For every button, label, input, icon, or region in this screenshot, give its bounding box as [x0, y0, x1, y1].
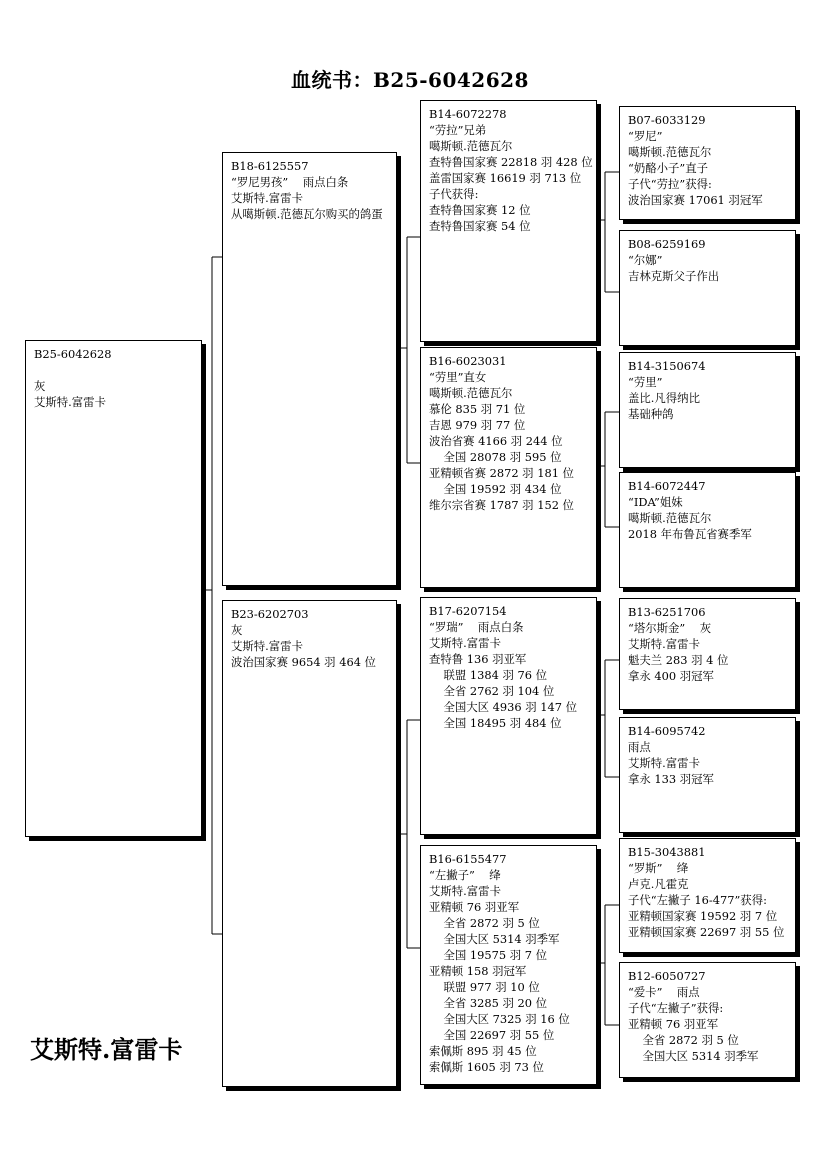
- box-line: 查特鲁 136 羽亚军: [429, 652, 527, 666]
- box-line: 亚精顿国家赛 19592 羽 7 位: [628, 909, 778, 923]
- box-line: 波治国家赛 17061 羽冠军: [628, 193, 763, 207]
- connector-sire-dam: [597, 412, 619, 527]
- box-line: 亚精顿省赛 2872 羽 181 位: [429, 466, 574, 480]
- ancestor-box-8: [619, 962, 796, 1078]
- box-line: 全国大区 5314 羽季军: [628, 1049, 759, 1063]
- ancestor-box-1: [619, 106, 796, 220]
- box-line: [34, 362, 193, 378]
- box-line: B15-3043881: [628, 845, 706, 859]
- sire-box: [222, 152, 397, 586]
- box-line: B13-6251706: [628, 605, 706, 619]
- box-line: “罗尼男孩” 雨点白条: [231, 175, 349, 189]
- box-line: 全国大区 7325 羽 16 位: [429, 1012, 570, 1026]
- ancestor-box-3: [619, 352, 796, 468]
- footer-owner-name: 艾斯特.富雷卡: [30, 1035, 183, 1064]
- box-line: 拿永 133 羽冠军: [628, 772, 714, 786]
- box-line: 雨点: [628, 740, 651, 754]
- box-line: 全省 2872 羽 5 位: [429, 916, 540, 930]
- box-line: 子代“劳拉”获得:: [628, 177, 712, 191]
- box-line: 灰: [231, 623, 243, 637]
- ancestor-box-7: [619, 838, 796, 953]
- box-line: 艾斯特.富雷卡: [231, 191, 303, 205]
- dam-sire-box: [420, 597, 597, 835]
- box-line: 全国大区 5314 羽季军: [429, 932, 560, 946]
- box-line: 全国 18495 羽 484 位: [429, 716, 562, 730]
- sire-sire-box: [420, 100, 597, 342]
- box-line: “塔尔斯金” 灰: [628, 621, 712, 635]
- box-line: 索佩斯 1605 羽 73 位: [429, 1060, 544, 1074]
- connector-sire: [397, 237, 420, 463]
- box-line: “罗尼”: [628, 129, 663, 143]
- box-line: B07-6033129: [628, 113, 706, 127]
- box-line: 艾斯特.富雷卡: [429, 636, 501, 650]
- box-line: 2018 年布鲁瓦省赛季军: [628, 527, 752, 541]
- box-line: 全省 2762 羽 104 位: [429, 684, 555, 698]
- box-line: 吉恩 979 羽 77 位: [429, 418, 526, 432]
- box-line: 联盟 1384 羽 76 位: [429, 668, 548, 682]
- box-line: 波治国家赛 9654 羽 464 位: [231, 655, 376, 669]
- box-line: 联盟 977 羽 10 位: [429, 980, 540, 994]
- connector-dam-dam: [597, 905, 619, 1025]
- box-line: B18-6125557: [231, 159, 309, 173]
- box-line: 卢克.凡霍克: [628, 877, 689, 891]
- box-line: “奶酪小子”直子: [628, 161, 708, 175]
- box-line: B16-6023031: [429, 354, 507, 368]
- box-line: 亚精顿 76 羽亚军: [429, 900, 520, 914]
- connector-sire-sire: [597, 172, 619, 292]
- box-line: 噶斯顿.范德瓦尔: [628, 145, 712, 159]
- box-line: 查特鲁国家赛 22818 羽 428 位: [429, 155, 593, 169]
- box-line: 艾斯特.富雷卡: [628, 637, 700, 651]
- sire-dam-box: [420, 347, 597, 588]
- box-line: “爱卡” 雨点: [628, 985, 700, 999]
- box-line: B14-6072278: [429, 107, 507, 121]
- box-line: 噶斯顿.范德瓦尔: [429, 139, 513, 153]
- box-line: 全国 19575 羽 7 位: [429, 948, 548, 962]
- box-line: 噶斯顿.范德瓦尔: [429, 386, 513, 400]
- box-line: 亚精顿 158 羽冠军: [429, 964, 527, 978]
- box-line: 子代获得:: [429, 187, 479, 201]
- box-line: B14-6095742: [628, 724, 706, 738]
- connector-dam: [397, 720, 420, 948]
- box-line: “罗瑞” 雨点白条: [429, 620, 524, 634]
- box-line: 查特鲁国家赛 12 位: [429, 203, 531, 217]
- dam-box: [222, 600, 397, 1087]
- box-line: 波治省赛 4166 羽 244 位: [429, 434, 563, 448]
- box-line: 索佩斯 895 羽 45 位: [429, 1044, 537, 1058]
- box-line: B14-3150674: [628, 359, 706, 373]
- box-line: 亚精顿 76 羽亚军: [628, 1017, 719, 1031]
- box-line: 灰: [34, 379, 46, 393]
- box-line: 慕伦 835 羽 71 位: [429, 402, 526, 416]
- box-line: “罗斯” 绛: [628, 861, 689, 875]
- box-line: 全省 3285 羽 20 位: [429, 996, 548, 1010]
- ancestor-box-4: [619, 472, 796, 588]
- box-line: B16-6155477: [429, 852, 507, 866]
- ancestor-box-5: [619, 598, 796, 710]
- box-line: “劳拉”兄弟: [429, 123, 487, 137]
- box-line: “左撇子” 绛: [429, 868, 501, 882]
- box-line: 全国 28078 羽 595 位: [429, 450, 562, 464]
- ancestor-box-2: [619, 230, 796, 346]
- box-line: 维尔宗省赛 1787 羽 152 位: [429, 498, 574, 512]
- box-line: 从噶斯顿.范德瓦尔购买的鸽蛋: [231, 207, 383, 221]
- box-line: 艾斯特.富雷卡: [429, 884, 501, 898]
- subject-box: [25, 340, 202, 837]
- box-line: 亚精顿国家赛 22697 羽 55 位: [628, 925, 785, 939]
- box-line: B08-6259169: [628, 237, 706, 251]
- box-line: 查特鲁国家赛 54 位: [429, 219, 531, 233]
- box-line: “劳里”: [628, 375, 663, 389]
- box-line: B12-6050727: [628, 969, 706, 983]
- box-line: 全省 2872 羽 5 位: [628, 1033, 739, 1047]
- box-line: 艾斯特.富雷卡: [231, 639, 303, 653]
- box-line: B14-6072447: [628, 479, 706, 493]
- box-line: 拿永 400 羽冠军: [628, 669, 714, 683]
- box-line: 艾斯特.富雷卡: [628, 756, 700, 770]
- box-line: 魁夫兰 283 羽 4 位: [628, 653, 729, 667]
- page-title: 血统书：B25-6042628: [291, 68, 529, 92]
- box-line: B17-6207154: [429, 604, 507, 618]
- box-line: 全国 22697 羽 55 位: [429, 1028, 555, 1042]
- box-line: 全国 19592 羽 434 位: [429, 482, 562, 496]
- ancestor-box-6: [619, 717, 796, 833]
- box-line: 艾斯特.富雷卡: [34, 395, 106, 409]
- box-line: 噶斯顿.范德瓦尔: [628, 511, 712, 525]
- box-line: B23-6202703: [231, 607, 309, 621]
- connector-dam-sire: [597, 660, 619, 777]
- box-line: B25-6042628: [34, 347, 112, 361]
- box-line: 盖雷国家赛 16619 羽 713 位: [429, 171, 582, 185]
- connector-subject: [202, 257, 222, 934]
- box-line: “IDA”姐妹: [628, 495, 683, 509]
- box-line: 盖比.凡得纳比: [628, 391, 700, 405]
- box-line: 全国大区 4936 羽 147 位: [429, 700, 578, 714]
- box-line: 基础种鸽: [628, 407, 674, 421]
- dam-dam-box: [420, 845, 597, 1085]
- box-line: 吉林克斯父子作出: [628, 269, 720, 283]
- box-line: “尔娜”: [628, 253, 663, 267]
- box-line: 子代“左撇子”获得:: [628, 1001, 724, 1015]
- box-line: “劳里”直女: [429, 370, 487, 384]
- box-line: 子代“左撇子 16-477”获得:: [628, 893, 767, 907]
